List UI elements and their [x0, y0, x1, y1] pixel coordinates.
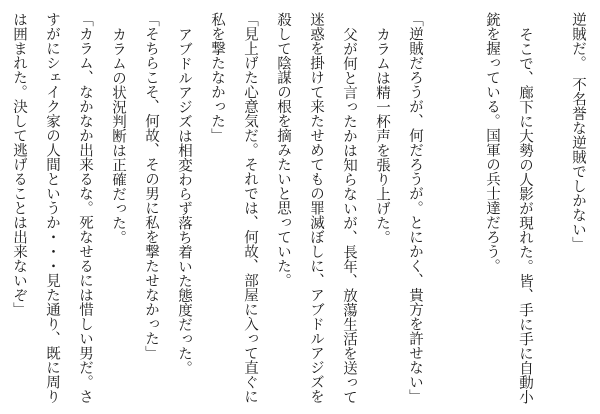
paragraph-narration: そこで、廊下に大勢の人影が現れた。皆、手に手に自動小銃を握っている。国軍の兵士達だろう。	[484, 12, 533, 404]
paragraph-dialogue: 「逆賊だろうが、何だろうが。とにかく、貴方を許せない」	[407, 12, 423, 404]
paragraph-narration: カラムの状況判断は正確だった。	[110, 26, 126, 244]
paragraph-narration: カラムは精一杯声を張り上げた。	[374, 26, 390, 244]
paragraph-dialogue: 「見上げた心意気だ。それでは、何故、部屋に入って直ぐに私を撃たなかった」	[209, 12, 258, 404]
paragraph-dialogue: 「カラム、なかなか出来るな。死なせるには惜しい男だ。さすがにシェイク家の人間というか・・・見た通り、既に周りは囲まれた。決して逃げることは出来ないぞ」	[11, 12, 93, 404]
paragraph-quote-end: 逆賊だ。 不名誉な逆賊でしかない」	[570, 12, 586, 252]
vertical-text-body	[2, 12, 594, 404]
paragraph-narration: アブドルアジズは相変わらず落ち着いた態度だった。	[176, 26, 192, 375]
paragraph-narration: 父が何と言ったかは知らないが、長年、放蕩生活を送って迷惑を掛けて来たせめてもの罪滅ぼしに、アブドルアジズを殺して陰謀の根を摘みたいと思っていた。	[275, 12, 357, 404]
paragraph-dialogue: 「そちらこそ、何故、その男に私を撃たせなかった」	[143, 12, 159, 360]
